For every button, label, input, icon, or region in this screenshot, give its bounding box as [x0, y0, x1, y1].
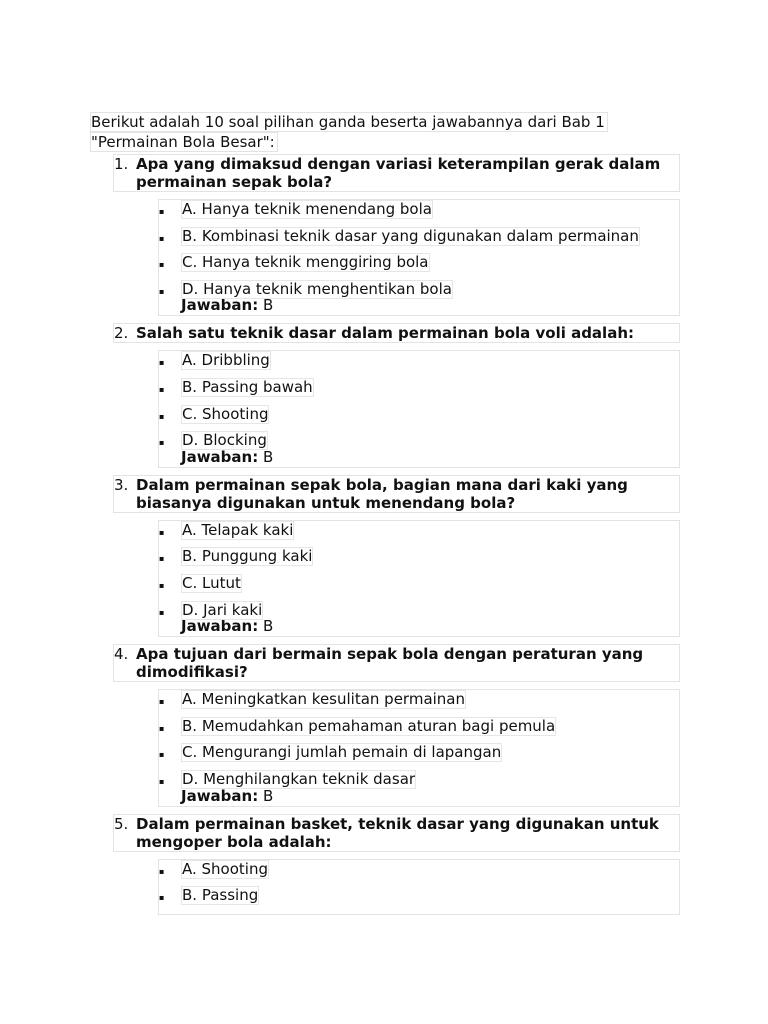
question-list: [90, 154, 680, 915]
answer-label: Jawaban:: [181, 296, 259, 315]
option-item: [159, 770, 679, 797]
answer-label: Jawaban:: [181, 447, 259, 466]
question-5: [113, 814, 680, 852]
option-item: [159, 860, 679, 887]
option-item: [159, 227, 679, 254]
option-text: A. Dribbling: [182, 351, 270, 370]
question-1: [113, 154, 680, 192]
bullet-icon: ▪: [159, 607, 165, 617]
option-item: [159, 601, 679, 628]
bullet-icon: ▪: [159, 384, 165, 394]
option-text: A. Telapak kaki: [182, 520, 294, 539]
option-text: C. Lutut: [182, 573, 241, 592]
bullet-icon: ▪: [159, 438, 165, 448]
option-text: A. Shooting: [182, 859, 268, 878]
answer-value: B: [263, 296, 274, 315]
bullet-icon: ▪: [159, 286, 165, 296]
option-item: [159, 690, 679, 717]
option-text: B. Memudahkan pemahaman aturan bagi pemula: [182, 716, 556, 735]
question-4: [113, 644, 680, 682]
option-item: [159, 574, 679, 601]
question-text: Apa tujuan dari bermain sepak bola dengan peraturan yang dimodifikasi?: [136, 645, 644, 682]
options-list: [158, 689, 680, 806]
question-number: 1.: [114, 155, 129, 173]
question-3: [113, 475, 680, 513]
bullet-icon: ▪: [159, 411, 165, 421]
question-text: Dalam permainan sepak bola, bagian mana dari kaki yang biasanya digunakan untuk menendang bola?: [136, 475, 628, 512]
question-text: Dalam permainan basket, teknik dasar yang digunakan untuk mengoper bola adalah:: [136, 814, 659, 851]
option-text: D. Jari kaki: [182, 600, 263, 619]
question-text: Salah satu teknik dasar dalam permainan bola voli adalah:: [136, 324, 634, 343]
option-text: B. Punggung kaki: [182, 547, 313, 566]
options-list: [158, 199, 680, 316]
bullet-icon: ▪: [159, 554, 165, 564]
option-item: [159, 547, 679, 574]
bullet-icon: ▪: [159, 750, 165, 760]
option-text: B. Passing bawah: [182, 377, 313, 396]
intro-line-1: Berikut adalah 10 soal pilihan ganda beserta jawabannya dari Bab 1: [90, 112, 608, 132]
answer-label: Jawaban:: [181, 617, 259, 636]
option-item: [159, 351, 679, 378]
bullet-icon: ▪: [159, 893, 165, 903]
question-text: Apa yang dimaksud dengan variasi keterampilan gerak dalam permainan sepak bola?: [136, 155, 661, 191]
question-number: 3.: [114, 475, 129, 494]
option-text: A. Hanya teknik menendang bola: [182, 200, 432, 218]
answer-value: B: [263, 786, 274, 805]
answer-label: Jawaban:: [181, 786, 259, 805]
bullet-icon: ▪: [159, 233, 165, 243]
intro-paragraph: [90, 112, 680, 152]
bullet-icon: ▪: [159, 260, 165, 270]
option-text: D. Hanya teknik menghentikan bola: [182, 279, 452, 298]
option-text: D. Blocking: [182, 431, 267, 450]
option-text: C. Shooting: [182, 404, 269, 423]
option-item: [159, 717, 679, 744]
bullet-icon: ▪: [159, 866, 165, 876]
bullet-icon: ▪: [159, 776, 165, 786]
option-item: [159, 743, 679, 770]
options-list: [158, 520, 680, 637]
bullet-icon: ▪: [159, 697, 165, 707]
option-item: [159, 405, 679, 432]
answer-value: B: [263, 617, 274, 636]
option-text: B. Passing: [182, 886, 259, 905]
answer-value: B: [263, 447, 274, 466]
option-text: D. Menghilangkan teknik dasar: [182, 769, 416, 788]
option-text: B. Kombinasi teknik dasar yang digunakan dalam permainan: [182, 226, 639, 245]
intro-line-2: "Permainan Bola Besar":: [90, 132, 278, 152]
option-item: [159, 200, 679, 227]
option-item: [159, 431, 679, 458]
option-text: A. Meningkatkan kesulitan permainan: [182, 690, 466, 709]
option-item: [159, 886, 679, 913]
bullet-icon: ▪: [159, 358, 165, 368]
option-item: [159, 378, 679, 405]
option-item: [159, 521, 679, 548]
question-number: 5.: [114, 814, 129, 833]
options-list: [158, 859, 680, 915]
option-item: [159, 253, 679, 280]
options-list: [158, 350, 680, 467]
question-2: [113, 323, 680, 343]
bullet-icon: ▪: [159, 207, 165, 216]
option-text: C. Hanya teknik menggiring bola: [182, 253, 429, 272]
bullet-icon: ▪: [159, 527, 165, 537]
question-number: 4.: [114, 645, 129, 664]
bullet-icon: ▪: [159, 580, 165, 590]
option-text: C. Mengurangi jumlah pemain di lapangan: [182, 743, 502, 762]
question-number: 2.: [114, 324, 129, 343]
option-item: [159, 280, 679, 307]
document-page: [90, 112, 680, 922]
bullet-icon: ▪: [159, 723, 165, 733]
